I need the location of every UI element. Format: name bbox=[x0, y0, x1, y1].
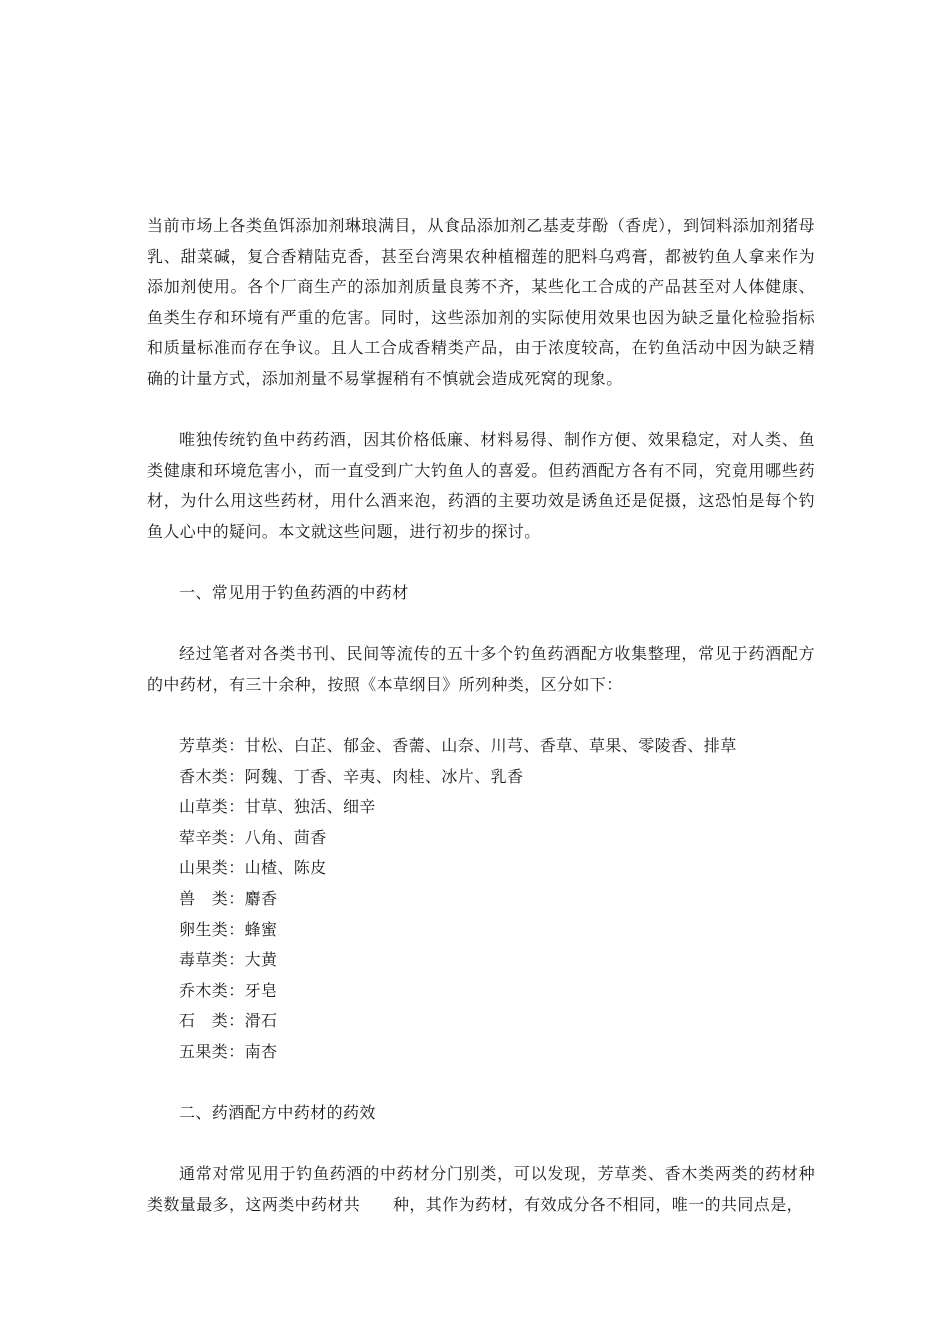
paragraph-collection: 经过笔者对各类书刊、民间等流传的五十多个钓鱼药酒配方收集整理，常见于药酒配方的中药材，有三十余种，按照《本草纲目》所列种类，区分如下： bbox=[147, 644, 815, 694]
paragraph-gap bbox=[147, 1068, 815, 1099]
category-items: 牙皂 bbox=[244, 980, 278, 1000]
paragraph-gap bbox=[147, 548, 815, 579]
category-items: 甘草、独活、细辛 bbox=[244, 797, 376, 817]
paragraph-gap bbox=[147, 1129, 815, 1160]
paragraph-gap bbox=[147, 701, 815, 732]
list-item bbox=[147, 884, 815, 915]
paragraph-gap bbox=[147, 609, 815, 640]
list-item bbox=[147, 823, 815, 854]
category-items: 大黄 bbox=[244, 950, 278, 970]
category-items: 麝香 bbox=[244, 889, 278, 909]
category-name: 乔木类： bbox=[179, 980, 245, 1000]
category-items: 八角、茴香 bbox=[244, 827, 327, 847]
list-item bbox=[147, 915, 815, 946]
list-item bbox=[147, 731, 815, 762]
category-name: 山果类： bbox=[179, 858, 245, 878]
category-items: 甘松、白芷、郁金、香薷、山奈、川芎、香草、草果、零陵香、排草 bbox=[244, 736, 737, 756]
paragraph-efficacy: 通常对常见用于钓鱼药酒的中药材分门别类，可以发现，芳草类、香木类两类的药材种类数量最多，这两类中药材共 种，其作为药材，有效成分各不相同，唯一的共同点是， bbox=[147, 1164, 815, 1214]
section-heading-2: 二、药酒配方中药材的药效 bbox=[179, 1103, 376, 1123]
category-items: 阿魏、丁香、辛夷、肉桂、冰片、乳香 bbox=[244, 766, 524, 786]
paragraph-traditional-wine: 唯独传统钓鱼中药药酒，因其价格低廉、材料易得、制作方便、效果稳定，对人类、鱼类健康和环境危害小，而一直受到广大钓鱼人的喜爱。但药酒配方各有不同，究竟用哪些药材，为什么用这些药材，用什么酒来泡，药酒的主要功效是诱鱼还是促摄，这恐怕是每个钓鱼人心中的疑问。本文就这些问题，进行初步的探讨。 bbox=[147, 430, 815, 541]
list-item bbox=[147, 1037, 815, 1068]
category-name: 石 类： bbox=[179, 1011, 245, 1031]
category-name: 五果类： bbox=[179, 1042, 245, 1062]
paragraph-gap bbox=[147, 395, 815, 426]
category-name: 香木类： bbox=[179, 766, 245, 786]
category-name: 芳草类： bbox=[179, 736, 245, 756]
list-item bbox=[147, 945, 815, 976]
category-name: 兽 类： bbox=[179, 889, 245, 909]
list-item bbox=[147, 853, 815, 884]
section-heading-1: 一、常见用于钓鱼药酒的中药材 bbox=[179, 583, 409, 603]
category-items: 滑石 bbox=[244, 1011, 278, 1031]
list-item bbox=[147, 976, 815, 1007]
category-name: 卵生类： bbox=[179, 919, 245, 939]
category-name: 山草类： bbox=[179, 797, 245, 817]
list-item bbox=[147, 1006, 815, 1037]
list-item bbox=[147, 762, 815, 793]
category-items: 山楂、陈皮 bbox=[244, 858, 327, 878]
category-name: 荤辛类： bbox=[179, 827, 245, 847]
category-items: 南杏 bbox=[244, 1042, 278, 1062]
list-item bbox=[147, 792, 815, 823]
paragraph-intro: 当前市场上各类鱼饵添加剂琳琅满目，从食品添加剂乙基麦芽酚（香虎），到饲料添加剂猪母乳、甜菜碱，复合香精陆克香，甚至台湾果农种植榴莲的肥料乌鸡膏，都被钓鱼人拿来作为添加剂使用。各个厂商生产的添加剂质量良莠不齐，某些化工合成的产品甚至对人体健康、鱼类生存和环境有严重的危害。同时，这些添加剂的实际使用效果也因为缺乏量化检验指标和质量标准而存在争议。且人工合成香精类产品，由于浓度较高，在钓鱼活动中因为缺乏精确的计量方式，添加剂量不易掌握稍有不慎就会造成死窝的现象。 bbox=[147, 216, 815, 388]
herb-category-list bbox=[147, 731, 815, 1068]
document-page bbox=[147, 211, 815, 1221]
category-items: 蜂蜜 bbox=[244, 919, 278, 939]
category-name: 毒草类： bbox=[179, 950, 245, 970]
